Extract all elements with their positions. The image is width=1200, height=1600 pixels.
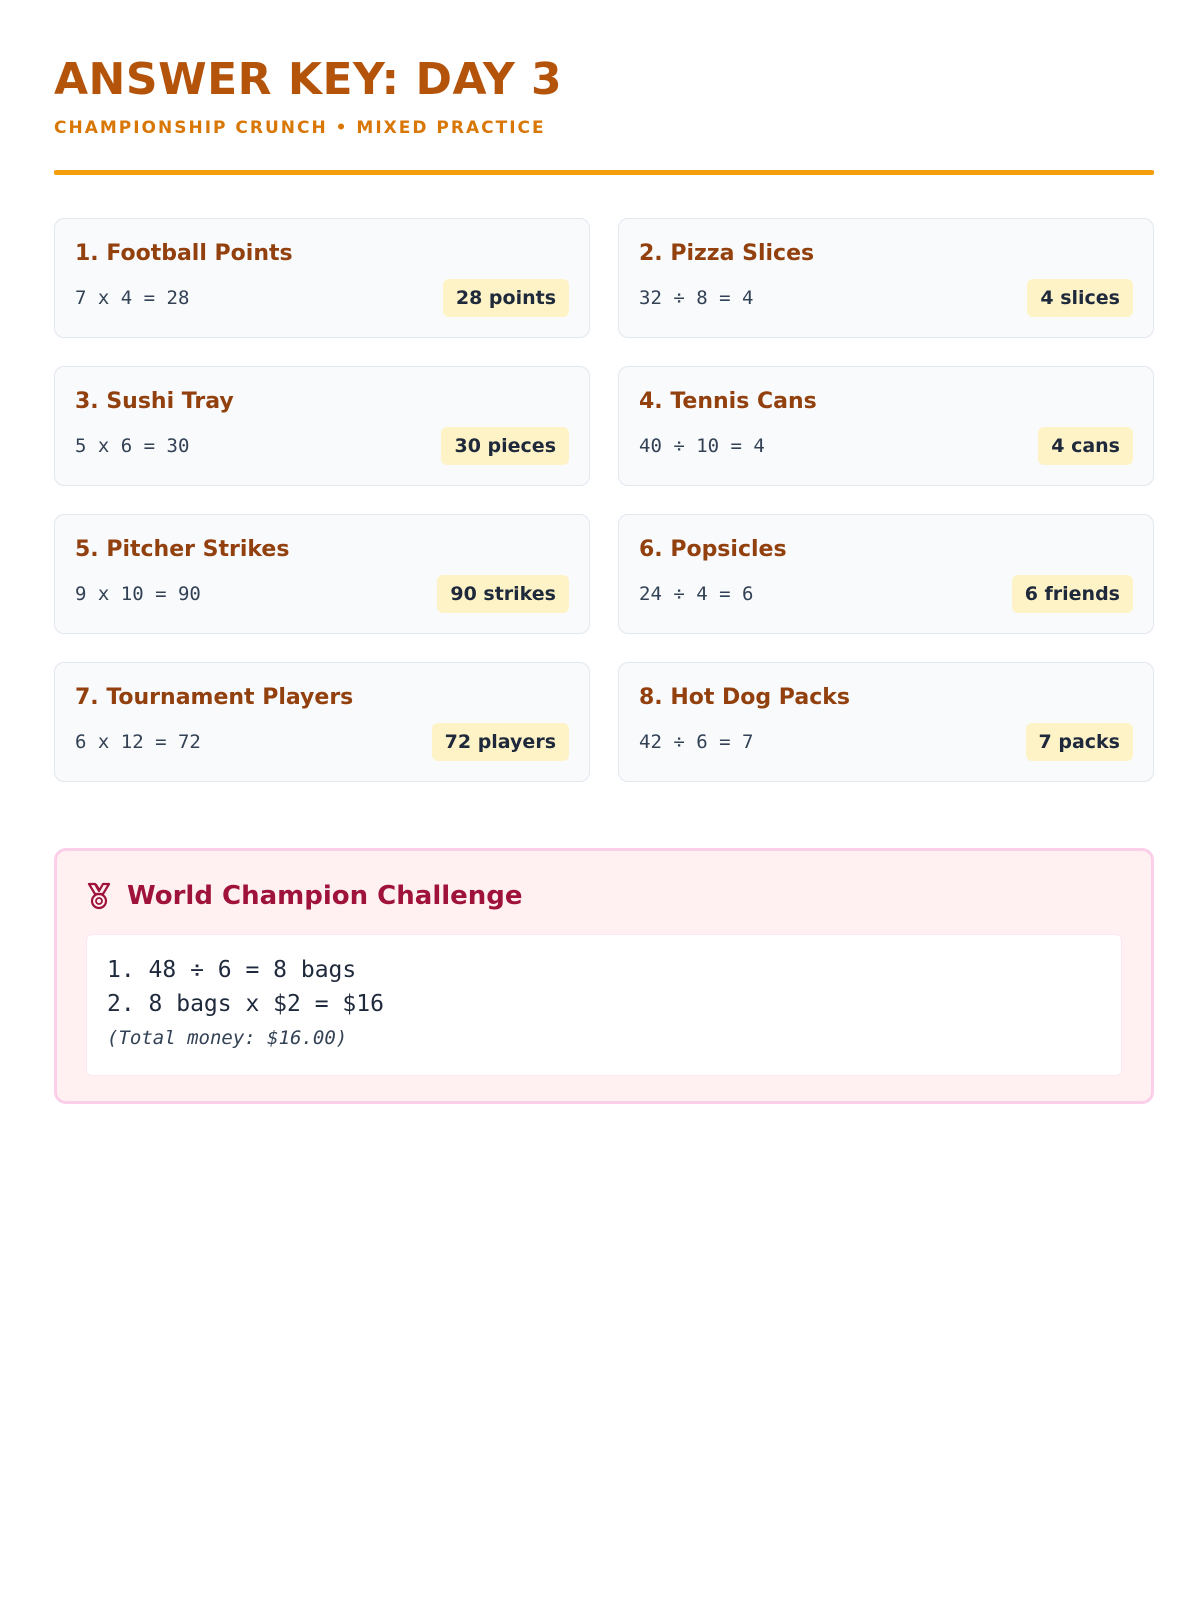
problem-equation: 32 ÷ 8 = 4 <box>639 287 754 309</box>
problem-card-8 <box>618 662 1154 782</box>
problem-title: 7. Tournament Players <box>75 685 354 710</box>
problem-card-5 <box>54 514 590 634</box>
challenge-solution <box>86 934 1122 1076</box>
problem-equation: 7 x 4 = 28 <box>75 287 190 309</box>
problem-title: 8. Hot Dog Packs <box>639 685 850 710</box>
problem-card-3 <box>54 366 590 486</box>
answer-badge: 4 cans <box>1038 427 1133 465</box>
problem-grid <box>54 218 1154 782</box>
page-subtitle: CHAMPIONSHIP CRUNCH • MIXED PRACTICE <box>54 118 546 138</box>
problem-title: 1. Football Points <box>75 241 293 266</box>
problem-equation: 5 x 6 = 30 <box>75 435 190 457</box>
header-divider <box>54 170 1154 175</box>
answer-badge: 28 points <box>443 279 569 317</box>
answer-badge: 6 friends <box>1012 575 1133 613</box>
problem-equation: 24 ÷ 4 = 6 <box>639 583 754 605</box>
challenge-header <box>85 881 523 911</box>
problem-title: 3. Sushi Tray <box>75 389 234 414</box>
solution-step: 1. 48 ÷ 6 = 8 bags <box>107 957 357 983</box>
problem-equation: 42 ÷ 6 = 7 <box>639 731 754 753</box>
answer-badge: 72 players <box>432 723 569 761</box>
answer-badge: 90 strikes <box>437 575 569 613</box>
challenge-title: World Champion Challenge <box>127 881 523 911</box>
problem-equation: 6 x 12 = 72 <box>75 731 201 753</box>
solution-step: 2. 8 bags x $2 = $16 <box>107 991 384 1017</box>
problem-equation: 9 x 10 = 90 <box>75 583 201 605</box>
problem-card-1 <box>54 218 590 338</box>
problem-card-2 <box>618 218 1154 338</box>
answer-badge: 7 packs <box>1026 723 1133 761</box>
problem-card-6 <box>618 514 1154 634</box>
problem-card-4 <box>618 366 1154 486</box>
problem-card-7 <box>54 662 590 782</box>
problem-title: 2. Pizza Slices <box>639 241 815 266</box>
medal-icon <box>85 881 113 911</box>
answer-badge: 4 slices <box>1027 279 1133 317</box>
solution-note: (Total money: $16.00) <box>107 1027 348 1049</box>
problem-title: 6. Popsicles <box>639 537 787 562</box>
problem-title: 4. Tennis Cans <box>639 389 817 414</box>
problem-equation: 40 ÷ 10 = 4 <box>639 435 765 457</box>
champion-challenge-box <box>54 848 1154 1104</box>
page-title: ANSWER KEY: DAY 3 <box>54 54 563 105</box>
problem-title: 5. Pitcher Strikes <box>75 537 290 562</box>
answer-badge: 30 pieces <box>441 427 569 465</box>
